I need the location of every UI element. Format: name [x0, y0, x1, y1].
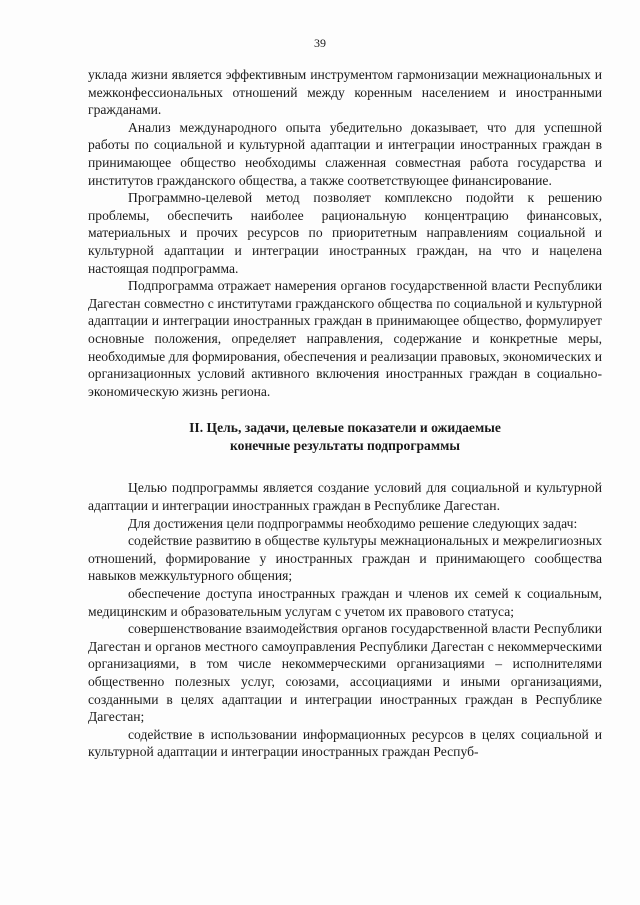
page-body: [88, 66, 602, 761]
list-item: совершенствование взаимодействия органов государственной власти Республики Дагестан и органов местного самоуправления Республики Дагестан с некоммерческими организациями, в том числе некоммерческими организациями – исполнителями общественно полезных услуг, союзами, ассоциациями и иными организациями, созданными в целях адаптации и интеграции иностранных граждан в Республике Дагестан;: [88, 621, 602, 725]
list-item: содействие в использовании информационных ресурсов в целях социальной и культурной адаптации и интеграции иностранных граждан Респуб-: [88, 726, 602, 760]
page-number: 39: [314, 36, 326, 50]
section-heading-line: конечные результаты подпрограммы: [230, 437, 460, 453]
paragraph: Подпрограмма отражает намерения органов государственной власти Республики Дагестан совместно с институтами гражданского общества по социальной и культурной адаптации и интеграции иностранных граждан в принимающее общество, формулирует основные положения, определяет направления, содержание и конкретные меры, необходимые для формирования, обеспечения и реализации правовых, экономических и организационных условий активного включения иностранных граждан в социально-экономическую жизнь региона.: [88, 278, 602, 399]
paragraph: уклада жизни является эффективным инструментом гармонизации межнациональных и межконфессиональных отношений между коренным населением и иностранными гражданами.: [88, 67, 602, 118]
section-heading-line: II. Цель, задачи, целевые показатели и ожидаемые: [189, 420, 501, 436]
paragraph: Целью подпрограммы является создание условий для социальной и культурной адаптации и интеграции иностранных граждан в Республике Дагестан.: [88, 480, 602, 514]
list-item: обеспечение доступа иностранных граждан и членов их семей к социальным, медицинским и образовательным услугам с учетом их правового статуса;: [88, 586, 602, 619]
section-heading: [88, 419, 602, 454]
paragraph: Анализ международного опыта убедительно доказывает, что для успешной работы по социальной и культурной адаптации и интеграции иностранных граждан в принимающее общество необходимы слаженная совместная работа государства и институтов гражданского общества, а также соответствующее финансирование.: [88, 119, 602, 188]
paragraph: Для достижения цели подпрограммы необходимо решение следующих задач:: [128, 515, 578, 531]
list-item: содействие развитию в обществе культуры межнациональных и межрелигиозных отношений, формирование у иностранных граждан и принимающего сообщества навыков межкультурного общения;: [88, 533, 602, 584]
paragraph: Программно-целевой метод позволяет комплексно подойти к решению проблемы, обеспечить наиболее рациональную концентрацию финансовых, материальных и прочих ресурсов по приоритетным направлениям социальной и культурной адаптации и интеграции иностранных граждан, на что и нацелена настоящая подпрограмма.: [88, 190, 602, 276]
